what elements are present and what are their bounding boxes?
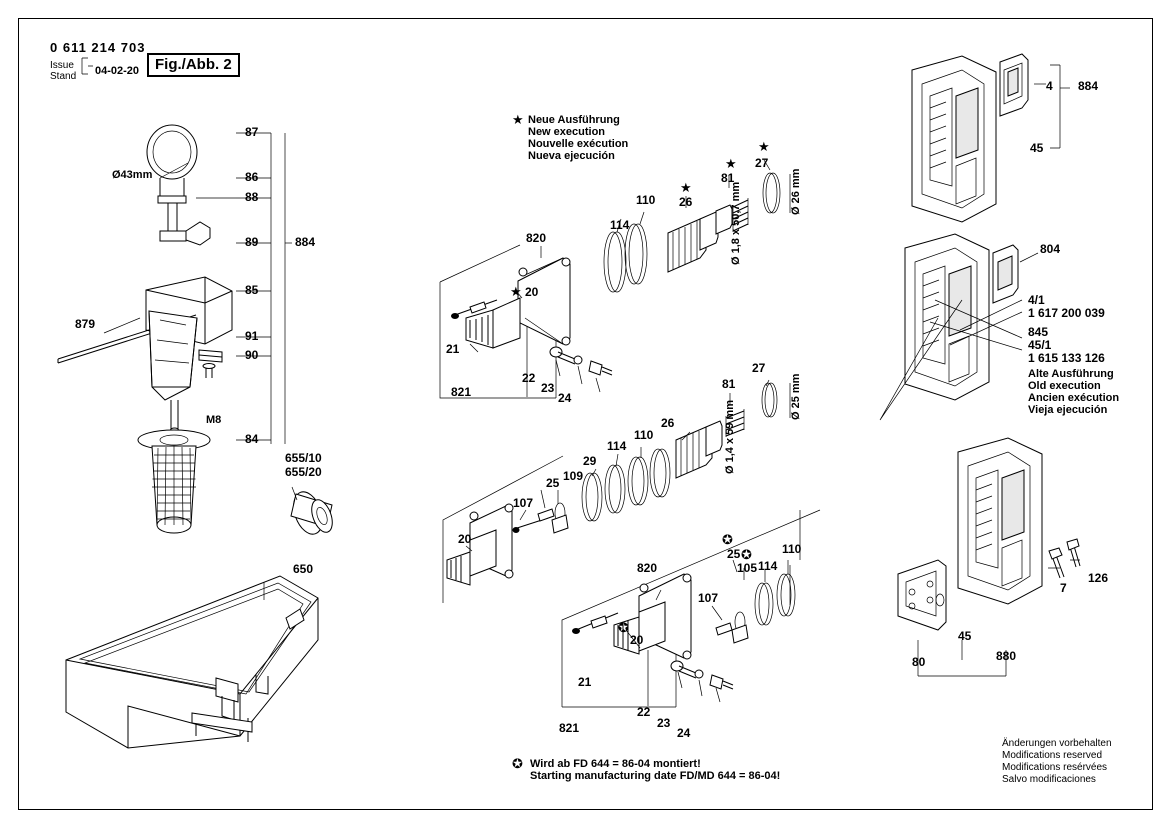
callout-27-mid: 27 bbox=[752, 361, 766, 375]
figure-label: Fig./Abb. 2 bbox=[147, 53, 240, 77]
callout-110-mid: 110 bbox=[634, 428, 654, 442]
callout-22-top: 22 bbox=[522, 371, 536, 385]
dimension-d26: Ø 26 mm bbox=[790, 168, 802, 215]
star-icon-26-top: ★ bbox=[680, 180, 692, 195]
callout-884-topright: 884 bbox=[1078, 79, 1099, 93]
callout-23-bottom: 23 bbox=[657, 716, 671, 730]
footnote-line-1: Starting manufacturing date FD/MD 644 = 86-04! bbox=[530, 770, 781, 782]
callout-650: 650 bbox=[293, 562, 314, 576]
callout-21-top: 21 bbox=[446, 342, 460, 356]
callout-20-mid: 20 bbox=[458, 532, 472, 546]
legend-new-line-2: Nouvelle exécution bbox=[528, 138, 629, 150]
callout-22-bottom: 22 bbox=[637, 705, 651, 719]
callout-20-bottom: 20 bbox=[630, 633, 644, 647]
disclaimer-line-0: Änderungen vorbehalten bbox=[1002, 738, 1112, 749]
callout-655-20: 655/20 bbox=[285, 465, 322, 479]
star-icon-20-top: ★ bbox=[510, 284, 522, 299]
callout-29-mid: 29 bbox=[583, 454, 597, 468]
legend-new-line-3: Nueva ejecución bbox=[528, 150, 615, 162]
callout-107-bottom: 107 bbox=[698, 591, 719, 605]
callout-4-1: 4/1 bbox=[1028, 293, 1045, 307]
callout-24-top: 24 bbox=[558, 391, 572, 405]
callout-45-bottomright: 45 bbox=[958, 629, 972, 643]
dimension-d25: Ø 25 mm bbox=[790, 373, 802, 420]
callout-879: 879 bbox=[75, 317, 96, 331]
callout-45-topright: 45 bbox=[1030, 141, 1044, 155]
stand-label: Stand bbox=[50, 71, 77, 82]
disclaimer-line-1: Modifications reserved bbox=[1002, 750, 1103, 761]
callout-26-mid: 26 bbox=[661, 416, 675, 430]
star-icon-81-top: ★ bbox=[725, 156, 737, 171]
ref-1617200039: 1 617 200 039 bbox=[1028, 306, 1105, 320]
callout-884-left: 884 bbox=[295, 235, 316, 249]
callout-27-top: 27 bbox=[755, 156, 769, 170]
callout-114-bottom: 114 bbox=[758, 559, 778, 573]
callout-110-bottom: 110 bbox=[782, 542, 802, 556]
callout-20-top: 20 bbox=[525, 285, 539, 299]
callout-880: 880 bbox=[996, 649, 1017, 663]
callout-26-top: 26 bbox=[679, 195, 693, 209]
callout-88: 88 bbox=[245, 190, 259, 204]
legend-old-line-3: Vieja ejecución bbox=[1028, 404, 1108, 416]
callout-4-topright: 4 bbox=[1046, 79, 1053, 93]
legend-new-line-0: Neue Ausführung bbox=[528, 114, 620, 126]
callout-109-mid: 109 bbox=[563, 469, 584, 483]
callout-90: 90 bbox=[245, 348, 259, 362]
footnote-line-0: Wird ab FD 644 = 86-04 montiert! bbox=[530, 758, 701, 770]
issue-date: 04-02-20 bbox=[95, 65, 140, 77]
dimension-spring-mid: Ø 1,4 x 59 mm bbox=[724, 400, 736, 474]
star-icon-27-top: ★ bbox=[758, 139, 770, 154]
callout-84: 84 bbox=[245, 432, 259, 446]
callout-89: 89 bbox=[245, 235, 259, 249]
dimension-spring-top: Ø 1,8 x 50,7 mm bbox=[730, 181, 742, 265]
callout-114-top: 114 bbox=[610, 218, 630, 232]
footnote-marker-icon: ✪ bbox=[512, 756, 523, 771]
callout-91: 91 bbox=[245, 329, 259, 343]
callout-107-mid: 107 bbox=[513, 496, 534, 510]
part-number: 0 611 214 703 bbox=[50, 40, 146, 55]
legend-old-line-1: Old execution bbox=[1028, 380, 1101, 392]
callout-25-mid: 25 bbox=[546, 476, 560, 490]
callout-45-1: 45/1 bbox=[1028, 338, 1052, 352]
callout-7: 7 bbox=[1060, 581, 1067, 595]
callout-110-top: 110 bbox=[636, 193, 656, 207]
star-icon-25-bottom: ✪ bbox=[722, 532, 733, 547]
callout-24-bottom: 24 bbox=[677, 726, 691, 740]
callout-25-bottom: 25 bbox=[727, 547, 741, 561]
callout-820-bottom: 820 bbox=[637, 561, 658, 575]
callout-845: 845 bbox=[1028, 325, 1049, 339]
callout-126: 126 bbox=[1088, 571, 1109, 585]
callout-804: 804 bbox=[1040, 242, 1061, 256]
callout-86: 86 bbox=[245, 170, 259, 184]
callout-21-bottom: 21 bbox=[578, 675, 592, 689]
callout-81-mid: 81 bbox=[722, 377, 736, 391]
callout-23-top: 23 bbox=[541, 381, 555, 395]
dimension-diameter-43: Ø43mm bbox=[112, 169, 153, 181]
star-icon-105-bottom: ✪ bbox=[741, 547, 752, 562]
star-icon-20-bottom: ✪ bbox=[618, 620, 629, 635]
legend-old-line-2: Ancien exécution bbox=[1028, 392, 1120, 404]
legend-old-line-0: Alte Ausführung bbox=[1028, 368, 1114, 380]
callout-655-10: 655/10 bbox=[285, 451, 322, 465]
dimension-m8: M8 bbox=[206, 414, 222, 426]
callout-85: 85 bbox=[245, 283, 259, 297]
new-execution-star-icon: ★ bbox=[512, 112, 524, 127]
callout-821-bottom: 821 bbox=[559, 721, 580, 735]
issue-label: Issue bbox=[50, 60, 74, 71]
disclaimer-line-2: Modifications resérvées bbox=[1002, 762, 1108, 773]
callout-87: 87 bbox=[245, 125, 259, 139]
callout-80: 80 bbox=[912, 655, 926, 669]
legend-new-line-1: New execution bbox=[528, 126, 606, 138]
callout-105-bottom: 105 bbox=[737, 561, 758, 575]
callout-114-mid: 114 bbox=[607, 439, 627, 453]
callout-821-top: 821 bbox=[451, 385, 472, 399]
ref-1615133126: 1 615 133 126 bbox=[1028, 351, 1105, 365]
callout-81-top: 81 bbox=[721, 171, 735, 185]
disclaimer-line-3: Salvo modificaciones bbox=[1002, 774, 1096, 785]
callout-820-top: 820 bbox=[526, 231, 547, 245]
